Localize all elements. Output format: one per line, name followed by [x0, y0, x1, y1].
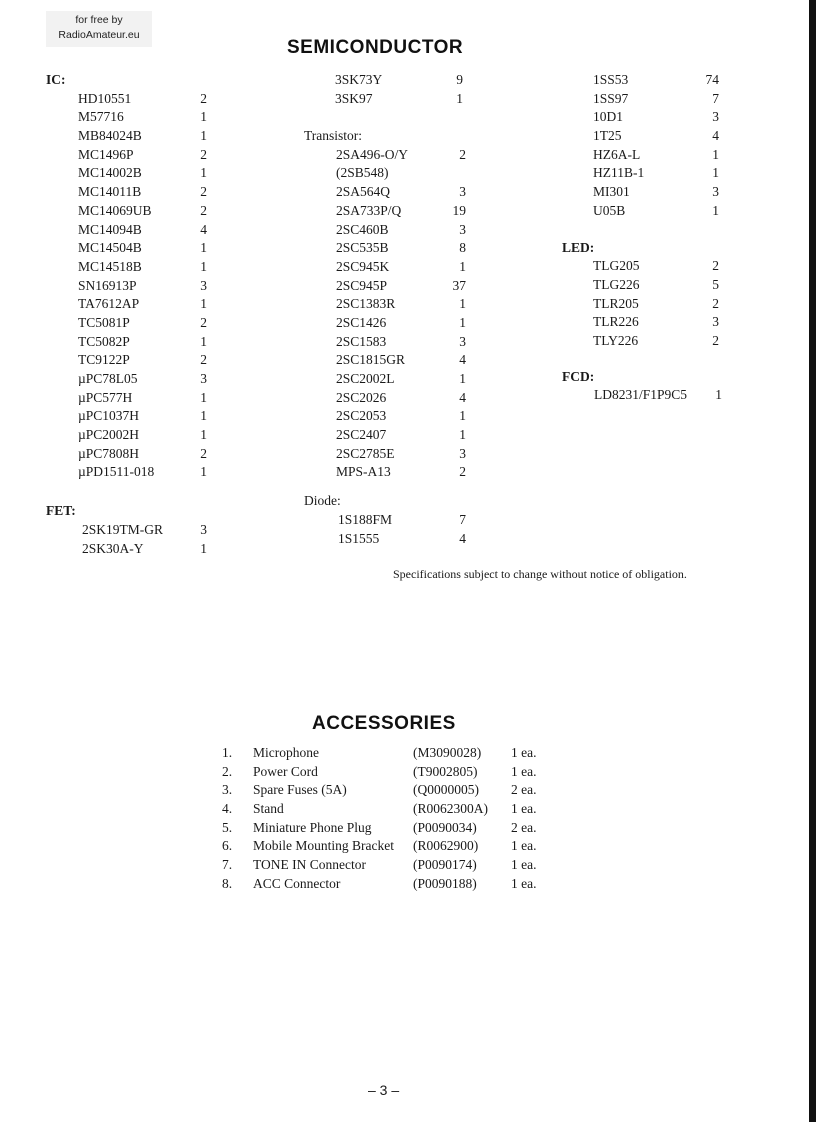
part-row: [562, 257, 732, 276]
part-row: [304, 202, 474, 221]
part-row: [562, 386, 732, 405]
part-row: [304, 146, 474, 165]
part-row: [304, 351, 474, 370]
part-quantity: 1: [200, 540, 207, 556]
part-name: 2SA496-O/Y: [336, 146, 409, 162]
part-name: TLR226: [593, 314, 639, 330]
part-row: [304, 426, 474, 445]
part-name: 3SK97: [335, 90, 373, 106]
part-name: TLG205: [593, 258, 640, 274]
misc-list: [304, 71, 474, 108]
part-quantity: 3: [459, 221, 466, 237]
part-name: MB84024B: [78, 128, 142, 144]
part-row: [46, 146, 246, 165]
part-quantity: 4: [712, 128, 719, 144]
part-row: [304, 90, 474, 109]
page-edge-bar: [809, 0, 816, 1122]
accessory-quantity: 1 ea.: [511, 857, 537, 873]
part-quantity: 1: [200, 109, 207, 125]
part-quantity: 1: [715, 387, 722, 403]
part-row: [562, 71, 732, 90]
part-quantity: 2: [200, 90, 207, 106]
diode-continued-list: [562, 71, 732, 221]
part-quantity: 4: [459, 530, 466, 546]
part-quantity: 3: [459, 333, 466, 349]
ic-list: [46, 90, 246, 482]
part-quantity: 3: [200, 371, 207, 386]
part-name: MC14069UB: [78, 202, 152, 218]
part-quantity: 5: [712, 276, 719, 292]
part-row: [304, 314, 474, 333]
part-name: 1T25: [593, 128, 622, 144]
part-name: MI301: [593, 184, 630, 200]
part-row: [46, 389, 246, 408]
accessory-part-code: (P0090034): [413, 819, 477, 835]
page-number: – 3 –: [368, 1082, 400, 1098]
part-name: TC9122P: [78, 352, 130, 368]
diode-heading: Diode:: [304, 493, 341, 509]
part-quantity: 2: [200, 445, 207, 461]
part-quantity: 1: [712, 165, 719, 181]
part-row: [46, 202, 246, 221]
part-quantity: 3: [712, 314, 719, 330]
part-row: [304, 511, 474, 530]
part-row: [46, 445, 246, 464]
accessory-row: [222, 837, 562, 856]
part-name: HZ6A-L: [593, 146, 641, 162]
part-row: [304, 445, 474, 464]
part-name: µPC577H: [78, 389, 133, 405]
part-quantity: 1: [200, 389, 207, 405]
part-quantity: 8: [459, 240, 466, 256]
part-name: LD8231/F1P9C5: [594, 387, 688, 403]
accessory-number: 6.: [222, 838, 233, 854]
part-name: MC14518B: [78, 258, 142, 274]
accessory-part-code: (T9002805): [413, 763, 478, 779]
part-row: [562, 146, 732, 165]
part-row: [304, 463, 474, 482]
watermark-badge[interactable]: [46, 11, 152, 47]
accessory-name: Power Cord: [253, 763, 318, 779]
part-name: SN16913P: [78, 277, 137, 293]
part-quantity: 1: [456, 90, 463, 106]
part-row: [562, 202, 732, 221]
part-row: [562, 183, 732, 202]
part-name: 2SC1583: [336, 333, 387, 349]
part-row: [46, 258, 246, 277]
accessory-name: Spare Fuses (5A): [253, 782, 347, 798]
part-row: [304, 258, 474, 277]
part-quantity: 2: [459, 464, 466, 480]
accessory-number: 5.: [222, 819, 233, 835]
part-row: [304, 333, 474, 352]
accessory-row: [222, 800, 562, 819]
part-row: [304, 530, 474, 549]
accessory-quantity: 1 ea.: [511, 801, 537, 817]
part-name: 2SA564Q: [336, 184, 391, 200]
part-name: 2SK30A-Y: [82, 540, 144, 556]
part-quantity: 4: [459, 389, 466, 405]
part-name: (2SB548): [336, 165, 389, 181]
accessory-part-code: (M3090028): [413, 745, 482, 760]
accessory-row: [222, 819, 562, 838]
part-row: [562, 164, 732, 183]
part-name: 2SC2407: [336, 427, 387, 443]
column-1: [46, 71, 246, 558]
part-name: U05B: [593, 202, 626, 218]
part-name: TLY226: [593, 332, 639, 348]
part-name: 2SC1383R: [336, 296, 396, 312]
led-heading: LED:: [562, 239, 595, 255]
part-quantity: 1: [200, 333, 207, 349]
accessory-number: 8.: [222, 875, 233, 891]
fcd-list: [562, 386, 732, 405]
part-name: 2SC2053: [336, 408, 387, 424]
diode-list: [304, 511, 474, 548]
accessory-name: Stand: [253, 801, 284, 817]
accessory-row: [222, 875, 562, 894]
accessory-row: [222, 781, 562, 800]
part-row: [46, 183, 246, 202]
accessories-list: [222, 744, 562, 894]
accessory-part-code: (P0090174): [413, 857, 477, 873]
part-name: 1S188FM: [338, 511, 393, 527]
part-name: 2SC2785E: [336, 445, 395, 461]
part-row: [46, 239, 246, 258]
column-2: [304, 71, 474, 548]
part-name: 1S1555: [338, 530, 380, 546]
part-quantity: 1: [459, 314, 466, 330]
accessory-number: 2.: [222, 763, 233, 779]
part-name: HZ11B-1: [593, 165, 645, 181]
part-quantity: 2: [712, 295, 719, 311]
part-name: 2SC2002L: [336, 371, 395, 386]
transistor-list: [304, 146, 474, 482]
part-quantity: 4: [459, 352, 466, 368]
part-row: [46, 295, 246, 314]
part-name: 2SC2026: [336, 389, 387, 405]
part-quantity: 1: [712, 146, 719, 162]
part-row: [46, 221, 246, 240]
fet-heading: FET:: [46, 503, 76, 519]
part-name: 2SC945P: [336, 277, 388, 293]
part-row: [46, 407, 246, 426]
part-quantity: 3: [459, 445, 466, 461]
transistor-heading: Transistor:: [304, 128, 363, 144]
part-name: µPC1037H: [78, 408, 140, 424]
part-name: MC14094B: [78, 221, 142, 237]
part-name: 2SC1815GR: [336, 352, 406, 368]
accessory-part-code: (P0090188): [413, 875, 477, 891]
ic-heading: IC:: [46, 72, 66, 87]
accessory-part-code: (R0062300A): [413, 801, 488, 817]
part-row: [46, 463, 246, 482]
part-quantity: 3: [200, 277, 207, 293]
accessory-part-code: (Q0000005): [413, 782, 479, 798]
part-row: [46, 127, 246, 146]
part-quantity: 37: [452, 277, 466, 293]
part-row: [46, 370, 246, 389]
part-row: [304, 164, 474, 183]
accessory-part-code: (R0062900): [413, 838, 479, 854]
part-row: [46, 90, 246, 109]
accessory-quantity: 1 ea.: [511, 745, 537, 760]
accessory-quantity: 2 ea.: [511, 782, 537, 798]
part-name: M57716: [78, 109, 124, 125]
part-quantity: 2: [459, 146, 466, 162]
part-name: µPC7808H: [78, 445, 140, 461]
part-quantity: 1: [459, 296, 466, 312]
accessories-title: ACCESSORIES: [312, 713, 456, 734]
part-quantity: 3: [712, 184, 719, 200]
semiconductor-title: SEMICONDUCTOR: [287, 37, 464, 58]
part-name: 2SC1426: [336, 314, 387, 330]
watermark-line-1: for free by: [75, 14, 123, 26]
part-row: [46, 277, 246, 296]
watermark-line-2: RadioAmateur.eu: [58, 29, 140, 41]
accessory-row: [222, 856, 562, 875]
part-name: TC5082P: [78, 333, 130, 349]
accessory-number: 3.: [222, 782, 233, 798]
accessory-quantity: 1 ea.: [511, 763, 537, 779]
part-row: [562, 90, 732, 109]
led-list: [562, 257, 732, 350]
part-row: [304, 295, 474, 314]
part-quantity: 1: [200, 408, 207, 424]
part-quantity: 19: [452, 202, 466, 218]
part-name: 2SC535B: [336, 240, 389, 256]
part-quantity: 1: [459, 371, 466, 386]
part-row: [46, 164, 246, 183]
part-name: µPC2002H: [78, 427, 140, 443]
part-row: [46, 521, 246, 540]
accessory-name: Microphone: [253, 745, 319, 760]
part-quantity: 9: [456, 72, 463, 87]
part-row: [562, 127, 732, 146]
part-row: [46, 108, 246, 127]
accessory-name: Miniature Phone Plug: [253, 819, 372, 835]
part-row: [304, 239, 474, 258]
part-row: [46, 351, 246, 370]
accessory-name: ACC Connector: [253, 875, 341, 891]
fcd-heading: FCD:: [562, 368, 595, 384]
part-name: TLR205: [593, 295, 639, 311]
part-row: [562, 276, 732, 295]
part-row: [304, 221, 474, 240]
part-quantity: 1: [200, 296, 207, 312]
part-name: 1SS97: [593, 90, 629, 106]
part-quantity: 3: [459, 184, 466, 200]
accessory-name: TONE IN Connector: [253, 857, 366, 873]
part-row: [562, 313, 732, 332]
part-quantity: 1: [712, 202, 719, 218]
accessory-quantity: 2 ea.: [511, 819, 537, 835]
part-quantity: 7: [459, 511, 466, 527]
part-row: [46, 540, 246, 559]
part-name: MC14011B: [78, 184, 142, 200]
specifications-note: Specifications subject to change without notice of obligation.: [393, 567, 687, 581]
part-name: HD10551: [78, 90, 132, 106]
accessory-quantity: 1 ea.: [511, 875, 537, 891]
part-name: MPS-A13: [336, 464, 391, 480]
part-row: [304, 407, 474, 426]
part-name: 3SK73Y: [335, 72, 383, 87]
part-row: [304, 71, 474, 90]
part-quantity: 2: [712, 332, 719, 348]
part-row: [304, 277, 474, 296]
part-quantity: 1: [459, 258, 466, 274]
fet-list: [46, 521, 246, 558]
part-row: [304, 370, 474, 389]
part-name: 10D1: [593, 109, 623, 125]
part-name: 2SK19TM-GR: [82, 521, 164, 537]
accessory-number: 1.: [222, 745, 233, 760]
part-quantity: 1: [200, 128, 207, 144]
part-name: TC5081P: [78, 314, 130, 330]
part-quantity: 1: [200, 165, 207, 181]
part-quantity: 2: [200, 184, 207, 200]
part-row: [304, 389, 474, 408]
part-name: 2SA733P/Q: [336, 202, 402, 218]
part-name: µPD1511-018: [78, 464, 155, 480]
part-quantity: 1: [200, 258, 207, 274]
part-quantity: 2: [200, 352, 207, 368]
part-quantity: 7: [712, 90, 719, 106]
part-quantity: 1: [200, 427, 207, 443]
accessory-number: 4.: [222, 801, 233, 817]
part-row: [562, 332, 732, 351]
part-name: 1SS53: [593, 72, 629, 87]
part-quantity: 74: [705, 72, 719, 87]
part-row: [562, 108, 732, 127]
part-quantity: 4: [200, 221, 207, 237]
part-name: 2SC460B: [336, 221, 389, 237]
part-name: MC14504B: [78, 240, 142, 256]
accessory-row: [222, 744, 562, 763]
part-quantity: 2: [200, 314, 207, 330]
part-name: TLG226: [593, 276, 640, 292]
part-name: 2SC945K: [336, 258, 390, 274]
part-name: MC14002B: [78, 165, 142, 181]
part-quantity: 3: [200, 521, 207, 537]
accessory-row: [222, 763, 562, 782]
part-quantity: 1: [459, 427, 466, 443]
part-row: [46, 314, 246, 333]
part-row: [46, 426, 246, 445]
part-quantity: 1: [200, 464, 207, 480]
accessory-name: Mobile Mounting Bracket: [253, 838, 394, 854]
part-quantity: 2: [712, 258, 719, 274]
part-row: [46, 333, 246, 352]
part-quantity: 1: [459, 408, 466, 424]
column-3: [562, 71, 732, 405]
accessory-quantity: 1 ea.: [511, 838, 537, 854]
part-quantity: 1: [200, 240, 207, 256]
part-quantity: 2: [200, 202, 207, 218]
part-name: TA7612AP: [78, 296, 140, 312]
part-name: µPC78L05: [78, 371, 138, 386]
accessory-number: 7.: [222, 857, 233, 873]
part-name: MC1496P: [78, 146, 134, 162]
part-row: [304, 183, 474, 202]
part-row: [562, 295, 732, 314]
part-quantity: 2: [200, 146, 207, 162]
part-quantity: 3: [712, 109, 719, 125]
